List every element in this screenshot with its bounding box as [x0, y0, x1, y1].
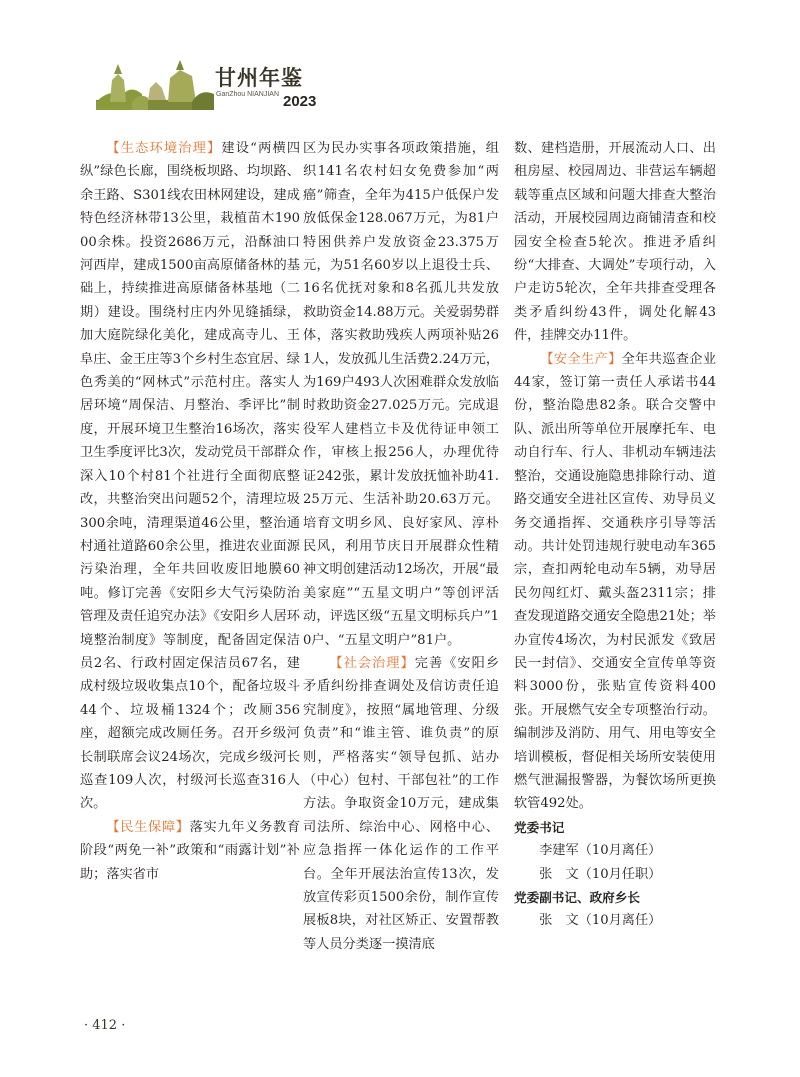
governance-paragraph-continued: [514, 137, 716, 348]
person-entry: 李建军（10月离任）: [539, 843, 662, 859]
page-header: [0, 0, 800, 125]
governance-body-part-2: 数、建档造册，开展流动人口、出租房屋、校园周边、非营运车辆超载等重点区域和问题大排查大整治活动，开展校园周边商铺清查和校园安全检查5轮次。推进矛盾纠纷“大排查、大调处”专项行动，入户走访5轮次，全年共排查受理各类矛盾纠纷43件，调处化解43件，挂牌交办11件。: [514, 141, 716, 344]
yearbook-title: 甘州年鉴: [215, 65, 303, 90]
section-label-ecology: 【生态环境治理】: [106, 141, 222, 156]
safety-body: 全年共巡查企业44家，签订第一责任人承诺书44份，整治隐患82条。联合交警中队、派出所等单位开展摩托车、电动自行车、行人、非机动车辆违法整治，交通设施隐患排除行动、道路交通安全进社区宣传、劝导员义务交通指挥、交通秩序引导等活动。共计处罚违规行驶电动车365宗，查扣两轮电动车5辆，劝导居民勿闯红灯、戴头盔2311宗；排查发现道路交通安全隐患21处；举办宣传4场次，为村民派发《致居民一封信》、交通安全宣传单等资料3000份，张贴宣传资料400张。开展燃气安全专项整治行动。编制涉及消防、用气、用电等安全培训模板，督促相关场所安装使用燃气泄漏报警器，为餐饮场所更换软管492处。: [514, 351, 717, 812]
text-column-2: [303, 137, 499, 956]
safety-paragraph: [514, 348, 716, 816]
city-landmark-illustration: [96, 58, 214, 110]
section-label-governance: 【社会治理】: [329, 655, 415, 671]
governance-body-part-1: 完善《安阳乡矛盾纠纷排查调处及信访责任追究制度》，按照“属地管理、分级负责”和“谁主管、谁负责”的原则，严格落实“领导包抓、站办（中心）包村、干部包社”的工作方法。争取资金10万元，建成集司法所、综治中心、网格中心、应急指挥一体化运作的工作平台。全年开展法治宣传13次，发放宣传彩页1500余份，制作宣传展板8块，对社区矫正、安置帮教等人员分类逐一摸清底: [303, 655, 500, 952]
person-entry: 张 文（10月离任）: [539, 913, 662, 929]
role-title-deputy-secretary: 党委副书记、政府乡长: [514, 890, 640, 905]
livelihood-body-part-1: 落实九年义务教育阶段“两免一补”政策和“雨露计划”补助；落实省市: [80, 819, 301, 882]
person-entry: 张 文（10月任职）: [539, 866, 662, 882]
page-number: · 412 ·: [84, 1018, 126, 1033]
governance-paragraph: [303, 652, 499, 956]
livelihood-body-part-2: 区为民办实事各项政策措施，组织141名农村妇女免费参加“两癌”筛查，全年为415户低保户发放低保金128.067万元，为81户特困供养户发放资金23.375万元，为51名60岁以上退役士兵、16名优抚对象和8名孤儿共发放救助资金14.88万元。关爱弱势群体，落实救助残疾人两项补贴261人，发放孤儿生活费2.24万元，为169户493人次困难群众发放临时救助资金27.025万元。完成退役军人建档立卡及优待证申领工作，审核上报256人，办理优待证242张，累计发放抚恤补助41.25万元、生活补助20.63万元。培育文明乡风、良好家风、淳朴民风，利用节庆日开展群众性精神文明创建活动12场次，开展“最美家庭”“五星文明户”等创评活动，评选区级“五星文明标兵户”10户、“五星文明户”81户。: [303, 141, 500, 648]
yearbook-romanized-title: GanZhou NIANJIAN: [216, 91, 280, 98]
text-column-3: [514, 137, 716, 933]
ecology-body: 建设“两横四纵”绿色长廊，围绕板坝路、均坝路、余王路、S301线农田林网建设，建成特色经济林带13公里，栽植苗木19000余株。投资2686万元，沿酥油口河西岸，建成1500亩高原储备林的基础上，持续推进高原储备林基地（二期）建设。围绕村庄内外见缝插绿，加大庭院绿化美化，建成高寺儿、王阜庄、金王庄等3个乡村生态宜居、绿色秀美的“网林式”示范村庄。落实人居环境“周保洁、月整治、季评比”制度，开展环境卫生整治16场次，落实卫生季度评比3次，发动党员干部群众深入10个村81个社进行全面彻底整改，共整治突出问题52个，清理垃圾300余吨，清理渠道46公里，整治通村通社道路60余公里，推进农业面源污染治理，全年共回收废旧地膜60吨。修订完善《安阳乡大气污染防治管理及责任追究办法》《安阳乡人居环境整治制度》等制度，配备固定保洁员2名、行政村固定保洁员67名，建成村级垃圾收集点10个，配备垃圾斗44个、垃圾桶1324个；改厕356座，超额完成改厕任务。召开乡级河长制联席会议24场次，完成乡级河长巡查109人次，村级河长巡查316人次。: [80, 141, 301, 812]
role-title-party-secretary: 党委书记: [514, 819, 565, 835]
ecology-paragraph: [80, 137, 300, 816]
livelihood-paragraph-continued: [303, 137, 499, 652]
section-label-safety: 【安全生产】: [540, 351, 622, 367]
section-label-livelihood: 【民生保障】: [106, 819, 190, 835]
livelihood-paragraph: [80, 816, 300, 886]
text-column-1: [80, 137, 300, 886]
yearbook-year: 2023: [283, 93, 317, 110]
